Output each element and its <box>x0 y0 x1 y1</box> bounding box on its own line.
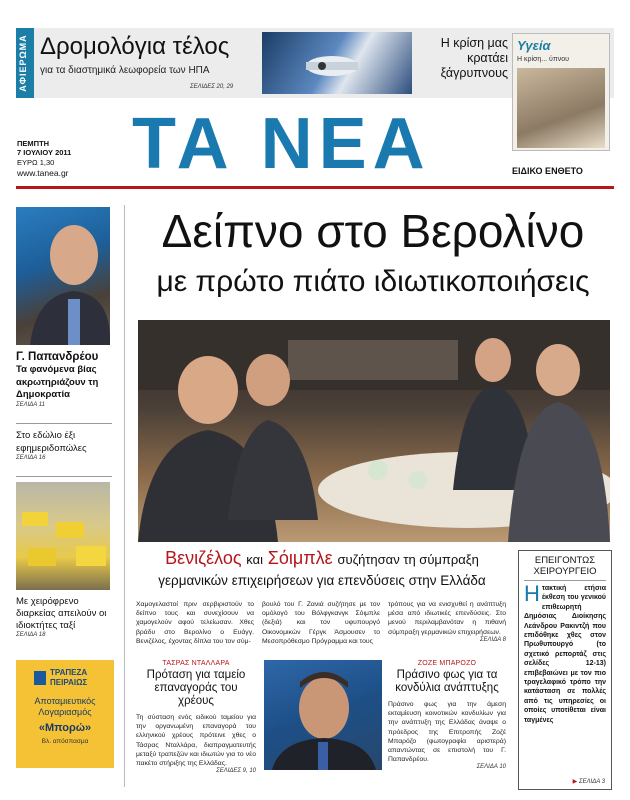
lead-body-col-2: βουλό του Γ. Ζανιά συζήτησε με τον ομόλογό του Βόλφγκανγκ Σόιμπλε (δεξιά) και τον υφυπουργό Οικονομικών Γέργκ Άσμουσεν το Μεσοπρόθεσμο Πρόγραμμα και τους <box>262 601 380 645</box>
story-dallara-text: Τη σύσταση ενός ειδικού ταμείου για την οργανωμένη επαναγορά του ελληνικού χρέους πρότεινε χθες ο Τάσρας Νταλλάρα, διαπραγματευτής μεταξύ τραπεζών και ιδιωτών για το νέο πακέτο στήριξης της Ελλάδας. <box>136 714 256 768</box>
story-barroso-title: Πράσινο φως για τα κονδύλια ανάπτυξης <box>395 669 499 694</box>
masthead-title[interactable]: ΤΑ ΝΕΑ <box>132 104 431 184</box>
caption-and: και <box>246 552 264 567</box>
portrait-silhouette <box>16 207 110 345</box>
editorial-ref <box>573 778 605 785</box>
top-teaser[interactable]: Η κρίση μας κρατάει ξάγρυπνους <box>440 36 508 80</box>
story-taxi-ref: ΣΕΛΙΔΑ 18 <box>16 632 46 638</box>
lead-body-col-3-text: τρόπους για να ενισχυθεί η ανάπτυξη μέσα από ιδιωτικές επενδύσεις. Στο μενού περιλαμβανόταν η πιθανή σύμπραξη γερμανικών επιχειρήσεων. <box>388 601 506 636</box>
taxi-photo[interactable] <box>16 482 110 590</box>
story-papandreou-ref: ΣΕΛΙΔΑ 11 <box>16 401 45 408</box>
special-supplement-label[interactable]: ΕΙΔΙΚΟ ΕΝΘΕΤΟ <box>512 166 583 176</box>
bank-name-2: ΠΕΙΡΑΙΩΣ <box>50 678 88 687</box>
ad-text-1: Αποταμιευτικός Λογαριασμός <box>34 696 96 717</box>
masthead-day: ΠΕΜΠΤΗ <box>17 139 50 148</box>
bank-name-1: ΤΡΑΠΕΖΑ <box>50 668 88 677</box>
story-barroso-kicker: ΖΟΖΕ ΜΠΑΡΟΖΟ <box>417 660 477 667</box>
masthead-price: ΕΥΡΩ 1,30 <box>17 158 55 167</box>
supplement-tag-label: ΑΦΙΕΡΩΜΑ <box>18 34 28 92</box>
masthead-date: 7 ΙΟΥΛΙΟΥ 2011 <box>17 148 72 157</box>
barroso-photo[interactable] <box>264 660 382 770</box>
story-newsagents[interactable] <box>16 430 112 461</box>
lead-body-col-1: Χαμογελαστοί πριν σερβιριστούν το δείπνο τους και συνεχίσουν να χαμογελούν αφού τελείωσαν. Χθες βράδυ στο Βερολίνο ο Ευάγγ. Βενιζέλος, έχοντας δίπλα του τον σύμ- <box>136 601 254 645</box>
story-dallara-title: Πρόταση για ταμείο επαναγοράς του χρέους <box>146 669 246 707</box>
lead-photo[interactable] <box>138 320 610 542</box>
lead-caption[interactable] <box>132 548 512 570</box>
lead-body-ref: ΣΕΛΙΔΑ 8 <box>479 636 506 643</box>
caption-rest-1: συζήτησαν τη σύμπραξη <box>337 552 479 567</box>
story-taxi[interactable] <box>16 596 112 638</box>
story-papandreou-title: Γ. Παπανδρέου <box>16 351 99 363</box>
magazine-logo: Υγεία <box>517 38 551 53</box>
top-ref: ΣΕΛΙΔΕΣ 20, 29 <box>190 84 234 90</box>
shuttle-illustration <box>262 32 412 94</box>
story-barroso[interactable] <box>388 660 506 770</box>
story-taxi-text: Με χειρόφρενο διαρκείας απειλούν οι ιδιοκτήτες ταξί <box>16 596 107 631</box>
ad-text-3: Βλ. απόσπασμα <box>41 738 89 745</box>
main-headline[interactable]: Δείπνο στο Βερολίνο <box>161 205 585 257</box>
story-barroso-text: Πράσινο φως για την άμεση εκταμίευση κοινοτικών κονδυλίων για την ανάπτυξη της Ελλάδας άναψε ο πρόεδρος της Επιτροπής Ζοζέ Μπαρόζο (φωτογραφία αριστερά) απαντώντας σε επιστολή του Γ. Παπανδρέου. <box>388 701 506 764</box>
dinner-scene <box>138 320 610 542</box>
barroso-portrait <box>264 660 382 770</box>
story-papandreou-text: Τα φανόμενα βίας ακρωτηριάζουν τη Δημοκρατία <box>16 364 99 400</box>
editorial-ref-text: ΣΕΛΙΔΑ 3 <box>578 779 605 785</box>
story-dallara-kicker: ΤΑΣΡΑΣ ΝΤΑΛΛΑΡΑ <box>162 660 230 667</box>
caption-name-1: Βενιζέλος <box>165 548 242 568</box>
editorial-body <box>524 581 606 725</box>
story-newsagents-ref: ΣΕΛΙΔΑ 16 <box>16 455 46 461</box>
main-subheadline[interactable]: με πρώτο πιάτο ιδιωτικοποιήσεις <box>156 265 590 298</box>
story-dallara[interactable] <box>136 660 256 774</box>
left-column-rule <box>124 205 125 787</box>
top-subline: για τα διαστημικά λεωφορεία των ΗΠΑ <box>40 65 210 76</box>
ad-text-2: «Μπορώ» <box>38 722 92 734</box>
lead-caption-line-2: γερμανικών επιχειρήσεων για επενδύσεις στην Ελλάδα <box>158 573 486 588</box>
story-newsagents-text: Στο εδώλιο έξι εφημεριδοπώλες <box>16 430 87 454</box>
space-shuttle-photo[interactable] <box>262 32 412 94</box>
editorial-title-2: ΧΕΙΡΟΥΡΓΕΙΟ <box>533 566 597 577</box>
top-headline[interactable]: Δρομολόγια τέλος <box>40 33 230 60</box>
left-divider-1 <box>16 423 112 424</box>
bank-logo-box <box>34 668 98 690</box>
lead-body-col-3 <box>388 600 506 643</box>
story-papandreou[interactable] <box>16 351 112 408</box>
bank-advert[interactable] <box>16 660 114 768</box>
bank-logo-icon <box>34 671 46 685</box>
editorial-dropcap: Η <box>524 581 540 606</box>
magazine-photo <box>517 68 605 148</box>
taxi-illustration <box>16 482 110 590</box>
editorial-text: τακτική ετήσια έκθεση του γενικού επιθεωρητή Δημόσιας Διοίκησης Λεάνδρου Ρακιντζή που επιδόθηκε χθες στον Πρωθυπουργό (το σχετικό ρεπορτάζ στις σελίδες 12-13) επιβεβαιώνει με τον πιο τραγελαφικό τρόπο την κατάσταση σε πολλές από τις υπηρεσίες οι οποίες υποτίθεται είναι ταγμένες <box>524 585 606 724</box>
story-dallara-ref: ΣΕΛΙΔΕΣ 9, 10 <box>216 768 256 775</box>
masthead-website[interactable]: www.tanea.gr <box>17 168 69 178</box>
caption-name-2: Σόιμπλε <box>267 548 333 568</box>
masthead-rule <box>16 186 614 189</box>
story-barroso-ref: ΣΕΛΙΔΑ 10 <box>476 764 506 771</box>
editorial-box[interactable] <box>518 550 612 790</box>
editorial-title-1: ΕΠΕΙΓΟΝΤΩΣ <box>534 555 596 566</box>
magazine-cover[interactable] <box>512 33 610 151</box>
papandreou-photo[interactable] <box>16 207 110 345</box>
left-divider-2 <box>16 476 112 477</box>
magazine-line: Η κρίση... ύπνου <box>517 56 569 63</box>
arrow-right-icon: ▶ <box>572 779 578 785</box>
